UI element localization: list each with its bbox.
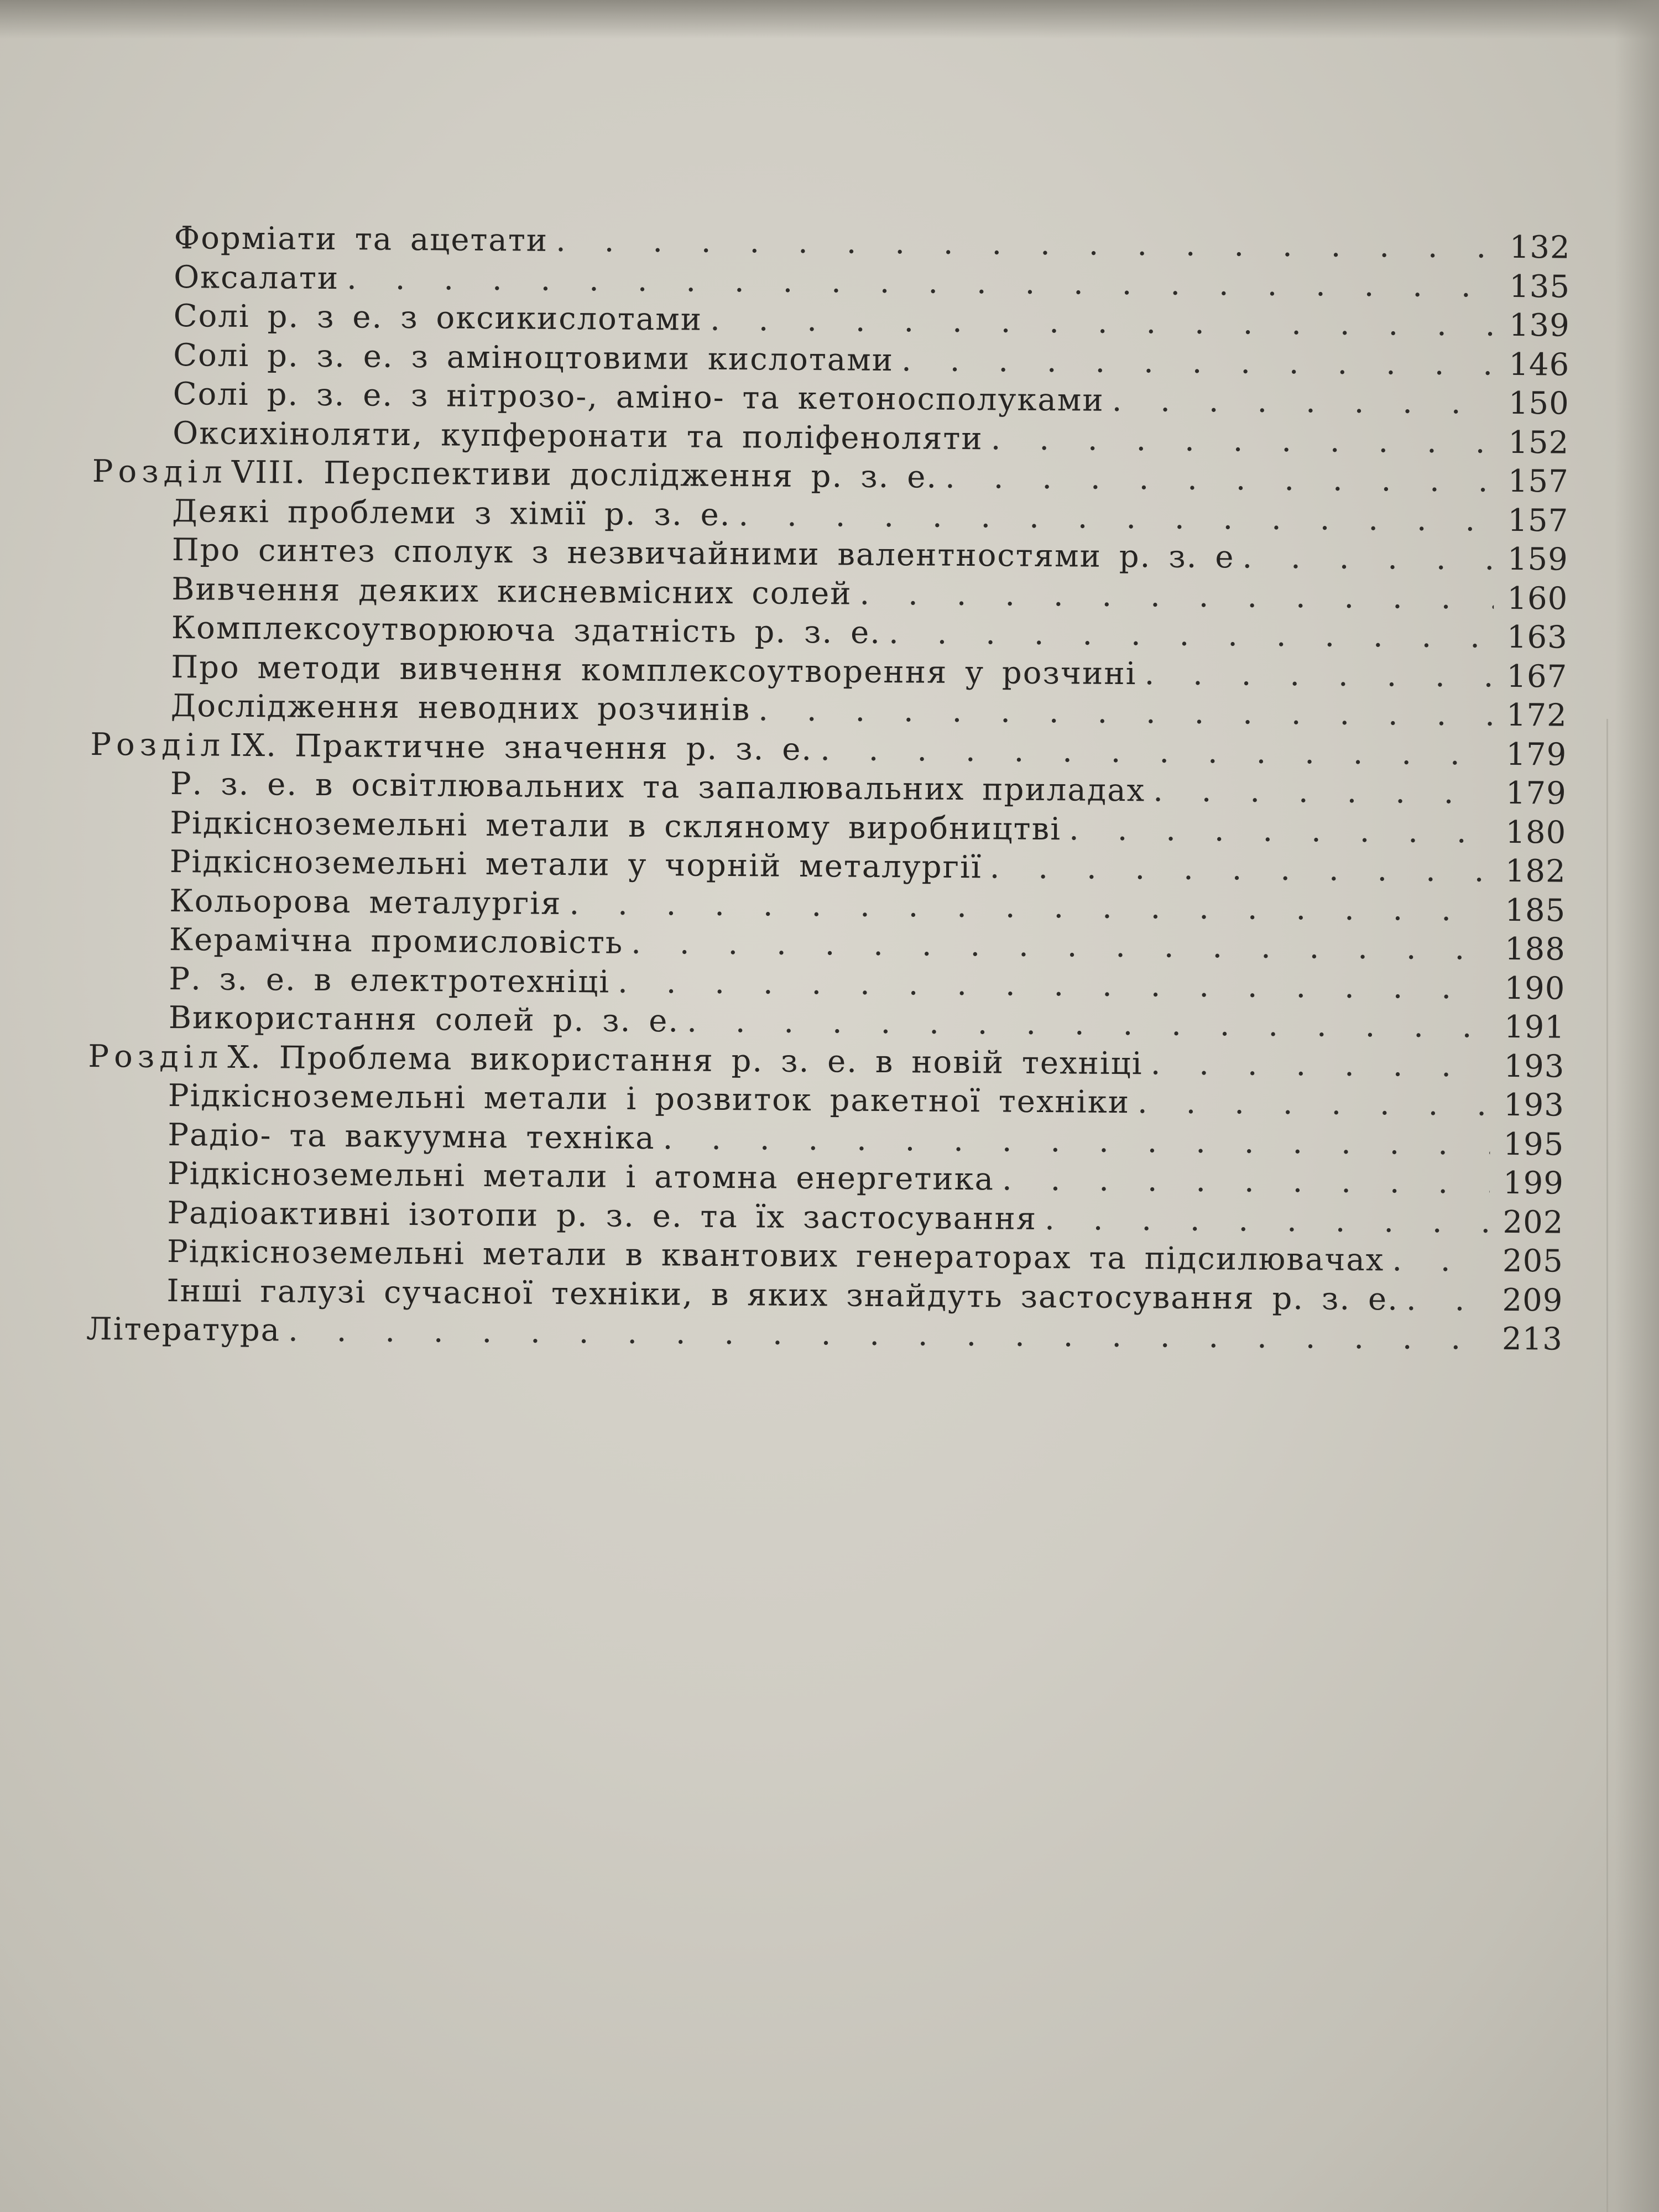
toc-entry-title <box>90 725 812 769</box>
toc-entry-title <box>168 1077 1130 1123</box>
dot-leader <box>1406 1280 1489 1320</box>
toc-entry-text: Радіоактивні ізотопи р. з. е. та їх застосування <box>167 1194 1037 1237</box>
dot-leader <box>1138 1083 1490 1125</box>
toc-page-number: 159 <box>1507 541 1568 578</box>
toc-page-number: 188 <box>1504 931 1566 968</box>
dot-leader <box>1242 539 1494 580</box>
toc-entry-text: Комплексоутворююча здатність р. з. е. <box>171 609 881 651</box>
toc-page-number: 193 <box>1503 1087 1565 1124</box>
toc-page-number: 190 <box>1504 970 1566 1007</box>
toc-entry-title <box>172 492 731 535</box>
toc-entry-text: Про методи вивчення комплексоутворення у розчині <box>171 649 1137 692</box>
dot-leader <box>758 691 1493 735</box>
toc-entry-title <box>171 609 881 653</box>
toc-page-number: 150 <box>1508 385 1569 422</box>
dot-leader <box>288 1312 1489 1359</box>
dot-leader <box>687 1003 1491 1047</box>
toc-entry-title <box>169 881 562 923</box>
toc-entry-title <box>169 921 624 963</box>
toc-page-number: 205 <box>1502 1243 1564 1280</box>
toc-entry-text: Радіо- та вакуумна техніка <box>168 1117 655 1156</box>
toc-page-number: 135 <box>1509 268 1571 305</box>
dot-leader <box>738 496 1494 540</box>
page-right-shadow <box>1615 0 1659 2212</box>
toc-entry-text: Вивчення деяких кисневмісних солей <box>171 571 852 612</box>
toc-entry-title <box>171 570 852 613</box>
toc-page-number: 209 <box>1502 1282 1563 1319</box>
toc-entry-title <box>174 297 703 340</box>
toc-entry-text: Солі р. з е. з оксикислотами <box>173 298 703 338</box>
dot-leader <box>1153 771 1493 813</box>
chapter-label: Розділ <box>92 453 227 491</box>
toc-entry-text: IX. Практичне значення р. з. е. <box>229 727 813 768</box>
toc-entry-text: Кольорова металургія <box>169 883 562 922</box>
dot-leader <box>662 1119 1490 1164</box>
toc-entry-text: X. Проблема використання р. з. е. в новій техніці <box>227 1039 1143 1082</box>
toc-entry-text: Керамічна промисловість <box>169 921 624 961</box>
toc-entry-text: Солі р. з. е. з нітрозо-, аміно- та кетоносполуками <box>173 376 1104 419</box>
dot-leader <box>1045 1200 1490 1242</box>
toc-entry-text: VIII. Перспективи дослідження р. з. е. <box>231 454 938 495</box>
toc-entry-title <box>168 1155 995 1199</box>
toc-entry-text: Оксалати <box>174 259 340 296</box>
toc-entry-text: Інші галузі сучасної техніки, в яких знайдуть застосування р. з. е. <box>166 1272 1399 1318</box>
chapter-label: Розділ <box>90 726 226 764</box>
toc-entry-title <box>86 1310 281 1350</box>
toc-page-number: 182 <box>1505 853 1567 890</box>
toc-page-number: 139 <box>1509 307 1570 344</box>
chapter-label: Розділ <box>88 1038 223 1076</box>
toc-page-number: 172 <box>1506 697 1568 734</box>
dot-leader <box>569 885 1491 930</box>
dot-leader <box>820 731 1493 774</box>
table-of-contents <box>86 218 1571 1359</box>
toc-page-number: 180 <box>1505 814 1567 851</box>
dot-leader <box>1002 1161 1490 1203</box>
toc-entry-text: Рідкісноземельні метали у чорній металургії <box>169 843 982 886</box>
toc-page-number: 157 <box>1507 502 1569 539</box>
page-crease <box>1606 719 1608 2212</box>
toc-entry-title <box>168 1115 655 1158</box>
toc-entry-text: Оксихіноляти, купферонати та поліфеноляти <box>173 415 983 457</box>
toc-entry-text: Література <box>86 1311 281 1349</box>
toc-entry-text: Р. з. е. в освітлювальних та запалювальних приладах <box>170 765 1146 809</box>
toc-entry-text: Рідкісноземельні метали і атомна енергетика <box>167 1155 995 1198</box>
dot-leader <box>1392 1241 1489 1281</box>
dot-leader <box>990 848 1493 891</box>
toc-page-number: 199 <box>1503 1165 1564 1202</box>
toc-page-number: 185 <box>1505 892 1566 929</box>
page-top-shadow <box>0 0 1659 39</box>
dot-leader <box>889 614 1494 657</box>
dot-leader <box>556 222 1496 267</box>
toc-entry-title <box>174 219 549 260</box>
toc-page-number: 146 <box>1509 346 1570 383</box>
toc-entry-title <box>173 336 894 380</box>
dot-leader <box>901 341 1496 384</box>
toc-entry-text: Рідкісноземельні метали в квантових генераторах та підсилювачах <box>166 1233 1385 1279</box>
toc-page-number: 179 <box>1506 736 1567 773</box>
dot-leader <box>618 963 1491 1008</box>
toc-page-number: 157 <box>1507 463 1569 500</box>
toc-entry-text: Рідкісноземельні метали в скляному виробництві <box>170 805 1062 847</box>
toc-page-number: 167 <box>1506 658 1568 695</box>
toc-entry-title <box>170 843 982 888</box>
toc-entry-title <box>167 1193 1037 1238</box>
toc-page-number: 132 <box>1509 229 1571 266</box>
toc-entry-title <box>88 1037 1143 1083</box>
toc-entry-title <box>173 375 1104 420</box>
dot-leader <box>1069 810 1493 852</box>
dot-leader <box>1150 1045 1490 1086</box>
toc-entry-text: Рідкісноземельні метали і розвиток ракетної техніки <box>168 1077 1130 1121</box>
toc-entry-text: Форміати та ацетати <box>174 220 549 259</box>
toc-page-number: 179 <box>1505 775 1567 812</box>
toc-page-number: 163 <box>1506 619 1568 656</box>
toc-entry-text: Деякі проблеми з хімії р. з. е. <box>172 493 731 533</box>
toc-entry-title <box>174 258 339 299</box>
toc-entry-text: Про синтез сполук з незвичайними валентностями р. з. е <box>171 531 1235 576</box>
toc-entry-title <box>171 648 1137 693</box>
toc-page-number: 202 <box>1503 1204 1564 1241</box>
toc-entry-title <box>169 959 610 1001</box>
dot-leader <box>710 301 1496 345</box>
toc-page-number: 160 <box>1507 580 1568 617</box>
toc-entry-text: Р. з. е. в електротехніці <box>169 961 611 1000</box>
toc-entry-title <box>170 765 1146 811</box>
toc-page-number: 193 <box>1504 1048 1565 1085</box>
toc-entry-title <box>92 452 938 497</box>
toc-entry-title <box>173 414 983 459</box>
dot-leader <box>945 458 1495 501</box>
toc-page-number: 195 <box>1503 1126 1564 1163</box>
toc-page-number: 152 <box>1508 424 1569 461</box>
dot-leader <box>1112 382 1495 423</box>
toc-page-number: 213 <box>1501 1321 1563 1358</box>
dot-leader <box>990 420 1495 462</box>
toc-page-number: 191 <box>1504 1009 1566 1046</box>
toc-entry-title <box>171 687 751 730</box>
toc-entry-text: Дослідження неводних розчинів <box>170 687 751 728</box>
toc-entry-title <box>172 531 1235 577</box>
toc-entry-text: Солі р. з. е. з аміноцтовими кислотами <box>173 337 894 378</box>
toc-entry-title <box>169 999 680 1041</box>
dot-leader <box>1144 655 1493 696</box>
dot-leader <box>859 575 1494 618</box>
toc-entry-title <box>170 804 1061 849</box>
dot-leader <box>631 924 1491 969</box>
toc-entry-text: Використання солей р. з. е. <box>168 999 680 1040</box>
